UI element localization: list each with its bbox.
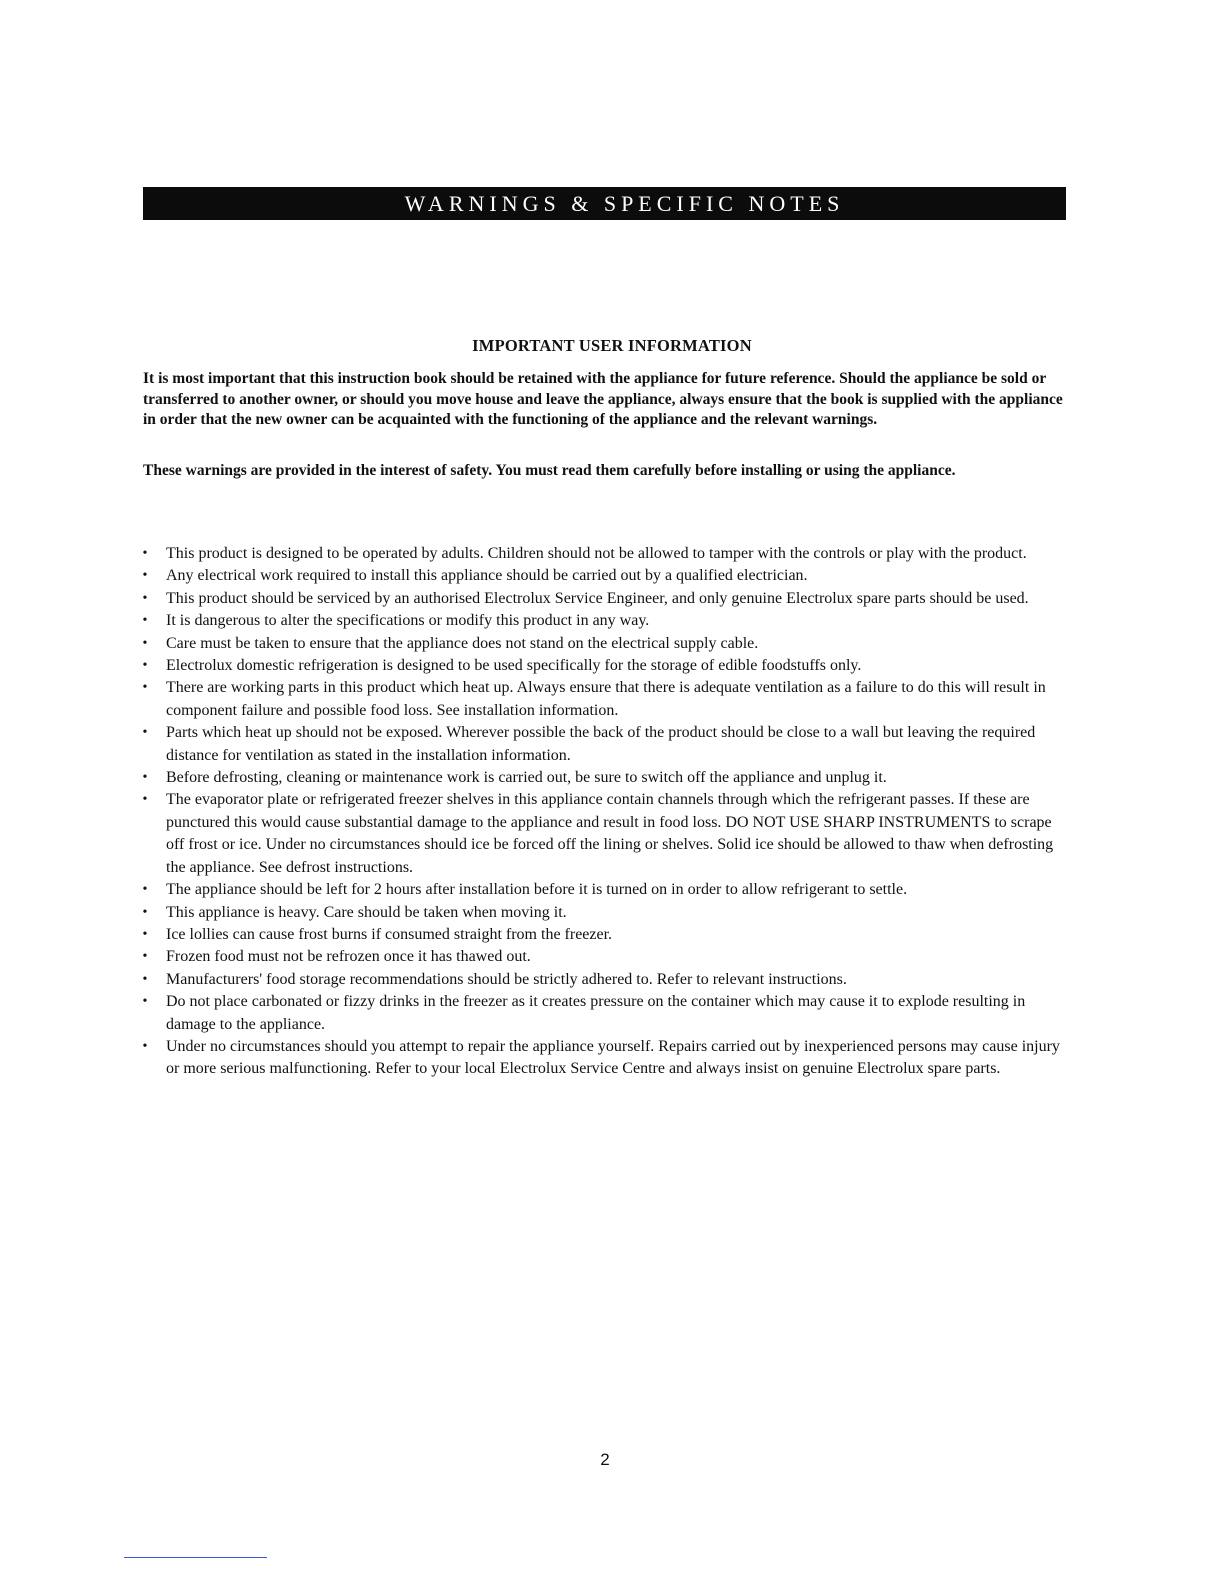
warning-text: This appliance is heavy. Care should be taken when moving it. (166, 903, 567, 921)
warning-item-modification (140, 610, 1070, 632)
warnings-list (140, 543, 1070, 1081)
warning-item-evaporator (140, 789, 1070, 879)
bullet-marker: • (142, 635, 148, 651)
warning-item-adults (140, 543, 1070, 565)
bullet-marker: • (142, 680, 148, 696)
warning-item-repairs (140, 1036, 1070, 1081)
bullet-marker: • (142, 1038, 148, 1054)
warning-text: This product is designed to be operated by adults. Children should not be allowed to tamper with the controls or play with the product. (166, 545, 1027, 562)
warning-item-ventilation (140, 677, 1070, 722)
warning-text: The appliance should be left for 2 hours after installation before it is turned on in order to allow refrigerant to settle. (166, 881, 908, 899)
warning-text: This product should be serviced by an authorised Electrolux Service Engineer, and only genuine Electrolux spare parts should be used. (166, 589, 1029, 607)
warning-text: There are working parts in this product which heat up. Always ensure that there is adequate ventilation as a failure to do this will result in component failure and possible food loss. See installation information. (166, 679, 1046, 719)
bullet-marker: • (142, 568, 148, 584)
warning-text: Ice lollies can cause frost burns if consumed straight from the freezer. (166, 925, 613, 943)
warning-item-settle (140, 879, 1070, 901)
bullet-marker: • (142, 546, 148, 561)
warning-item-heavy (140, 902, 1070, 924)
warning-text: Under no circumstances should you attempt to repair the appliance yourself. Repairs carried out by inexperienced persons may cause injury or more serious malfunctioning. Refer to your local Electrolux Service Centre and always insist on genuine Electrolux spare parts. (166, 1037, 1060, 1078)
bullet-marker: • (142, 590, 148, 606)
warning-item-supply-cable (140, 633, 1070, 655)
warning-item-storage-recommendations (140, 969, 1070, 991)
bullet-marker: • (142, 658, 148, 674)
footer-rule (124, 1557, 267, 1558)
section-heading: IMPORTANT USER INFORMATION (472, 336, 752, 355)
warning-text: Frozen food must not be refrozen once it has thawed out. (166, 948, 531, 966)
intro-paragraph-safety: These warnings are provided in the interest of safety. You must read them carefully before installing or using the appliance. (143, 462, 956, 479)
warning-text: Parts which heat up should not be exposed. Wherever possible the back of the product should be close to a wall but leaving the required distance for ventilation as stated in the installation information. (166, 724, 1036, 764)
bullet-marker: • (142, 770, 148, 786)
warning-text: Do not place carbonated or fizzy drinks in the freezer as it creates pressure on the container which may cause it to explode resulting in damage to the appliance. (166, 993, 1026, 1033)
warning-item-servicing (140, 588, 1070, 610)
bullet-marker: • (142, 792, 148, 808)
intro-paragraph-retain-book: It is most important that this instruction book should be retained with the appliance for future reference. Should the appliance be sold or transferred to another owner, or should you move house and leave the appliance, always ensure that the book is supplied with the appliance in order that the new owner can be acquainted with the functioning of the appliance and the relevant warnings. (143, 370, 1063, 428)
warning-text: The evaporator plate or refrigerated freezer shelves in this appliance contain channels through which the refrigerant passes. If these are punctured this would cause substantial damage to the appliance and result in food loss. DO NOT USE SHARP INSTRUMENTS to scrape off frost or ice. Under no circumstances should ice be forced off the lining or shelves. Solid ice should be allowed to thaw when defrosting the appliance. See defrost instructions. (166, 791, 1054, 876)
bullet-marker: • (142, 613, 148, 629)
bullet-marker: • (142, 926, 148, 942)
warning-text: It is dangerous to alter the specifications or modify this product in any way. (166, 612, 650, 630)
bullet-marker: • (142, 882, 148, 898)
warning-item-ice-lollies (140, 924, 1070, 946)
warning-item-foodstuffs (140, 655, 1070, 677)
bullet-marker: • (142, 994, 148, 1010)
warning-text: Manufacturers' food storage recommendations should be strictly adhered to. Refer to relevant instructions. (166, 970, 847, 988)
page-number: 2 (600, 1450, 610, 1469)
bullet-marker: • (142, 725, 148, 741)
warning-item-unplug (140, 767, 1070, 789)
warning-item-carbonated-drinks (140, 991, 1070, 1036)
warning-item-refreeze (140, 946, 1070, 968)
warning-text: Any electrical work required to install this appliance should be carried out by a qualified electrician. (166, 567, 808, 585)
warning-text: Care must be taken to ensure that the appliance does not stand on the electrical supply cable. (166, 634, 759, 652)
warning-text: Before defrosting, cleaning or maintenance work is carried out, be sure to switch off the appliance and unplug it. (166, 769, 887, 787)
warning-item-exposed-parts (140, 722, 1070, 767)
warning-item-electrician (140, 565, 1070, 587)
bullet-marker: • (142, 949, 148, 965)
warnings-banner (143, 187, 1066, 220)
bullet-marker: • (142, 971, 148, 987)
warning-text: Electrolux domestic refrigeration is designed to be used specifically for the storage of edible foodstuffs only. (166, 657, 862, 675)
bullet-marker: • (142, 904, 148, 920)
banner-title: WARNINGS & SPECIFIC NOTES (404, 190, 845, 216)
